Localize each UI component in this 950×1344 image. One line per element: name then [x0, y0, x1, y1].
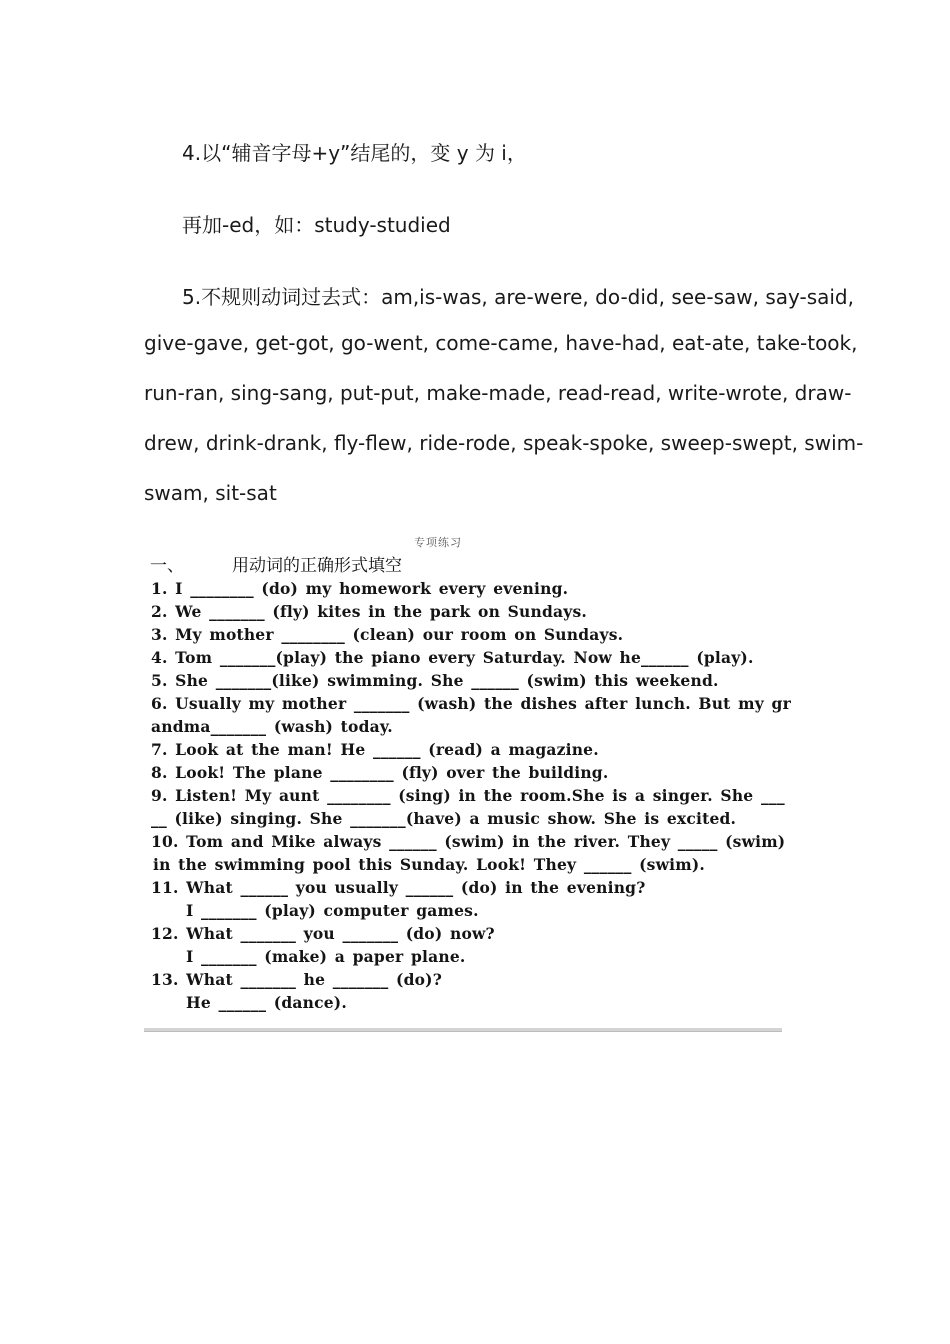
section-title — [150, 551, 402, 576]
rule-5-line-4: drew, drink-drank, fly-flew, ride-rode, speak-spoke, sweep-swept, swim- — [144, 431, 864, 455]
rule-4-line-1: 4.以“辅音字母+y”结尾的，变 y 为 i， — [182, 141, 527, 165]
rule-4-line-2: 再加-ed，如：study-studied — [182, 213, 451, 237]
exercise-line-13a: 13. What _______ he _______ (do)? — [151, 970, 442, 989]
section-number: 一、 — [150, 556, 184, 576]
exercise-line-3: 3. My mother ________ (clean) our room on Sundays. — [151, 625, 624, 644]
exercise-line-11b: I _______ (play) computer games. — [186, 901, 479, 920]
exercise-line-2: 2. We _______ (fly) kites in the park on Sundays. — [151, 602, 587, 621]
rule-5-line-3: run-ran, sing-sang, put-put, make-made, read-read, write-wrote, draw- — [144, 381, 852, 405]
exercise-block — [144, 532, 791, 1032]
rule-5-line-2: give-gave, get-got, go-went, come-came, have-had, eat-ate, take-took, — [144, 331, 858, 355]
exercise-line-12b: I _______ (make) a paper plane. — [186, 947, 466, 966]
bottom-divider — [144, 1028, 782, 1032]
exercise-line-6b: andma_______ (wash) today. — [151, 717, 393, 736]
exercise-line-13b: He ______ (dance). — [186, 993, 347, 1012]
exercise-line-10a: 10. Tom and Mike always ______ (swim) in the river. They _____ (swim) — [151, 832, 786, 851]
exercise-line-4: 4. Tom _______(play) the piano every Saturday. Now he______ (play). — [151, 648, 754, 667]
exercise-line-12a: 12. What _______ you _______ (do) now? — [151, 924, 495, 943]
section-title-text: 用动词的正确形式填空 — [232, 556, 402, 576]
exercise-line-11a: 11. What ______ you usually ______ (do) in the evening? — [151, 878, 646, 897]
exercise-line-6a: 6. Usually my mother _______ (wash) the dishes after lunch. But my gr — [151, 694, 791, 713]
exercise-line-9b: __ (like) singing. She _______(have) a music show. She is excited. — [151, 809, 737, 828]
exercise-faint-heading: 专项练习 — [414, 536, 462, 549]
exercise-line-9a: 9. Listen! My aunt ________ (sing) in the room.She is a singer. She ___ — [151, 786, 785, 805]
rule-5-line-1: 5.不规则动词过去式：am,is-was, are-were, do-did, see-saw, say-said, — [182, 285, 854, 309]
exercise-line-5: 5. She _______(like) swimming. She ______ (swim) this weekend. — [151, 671, 719, 690]
exercise-line-7: 7. Look at the man! He ______ (read) a magazine. — [151, 740, 599, 759]
exercise-line-10b: in the swimming pool this Sunday. Look! They ______ (swim). — [153, 855, 705, 874]
exercise-line-1: 1. I ________ (do) my homework every evening. — [151, 579, 569, 598]
exercise-line-8: 8. Look! The plane ________ (fly) over the building. — [151, 763, 609, 782]
rule-5-line-5: swam, sit-sat — [144, 481, 277, 505]
